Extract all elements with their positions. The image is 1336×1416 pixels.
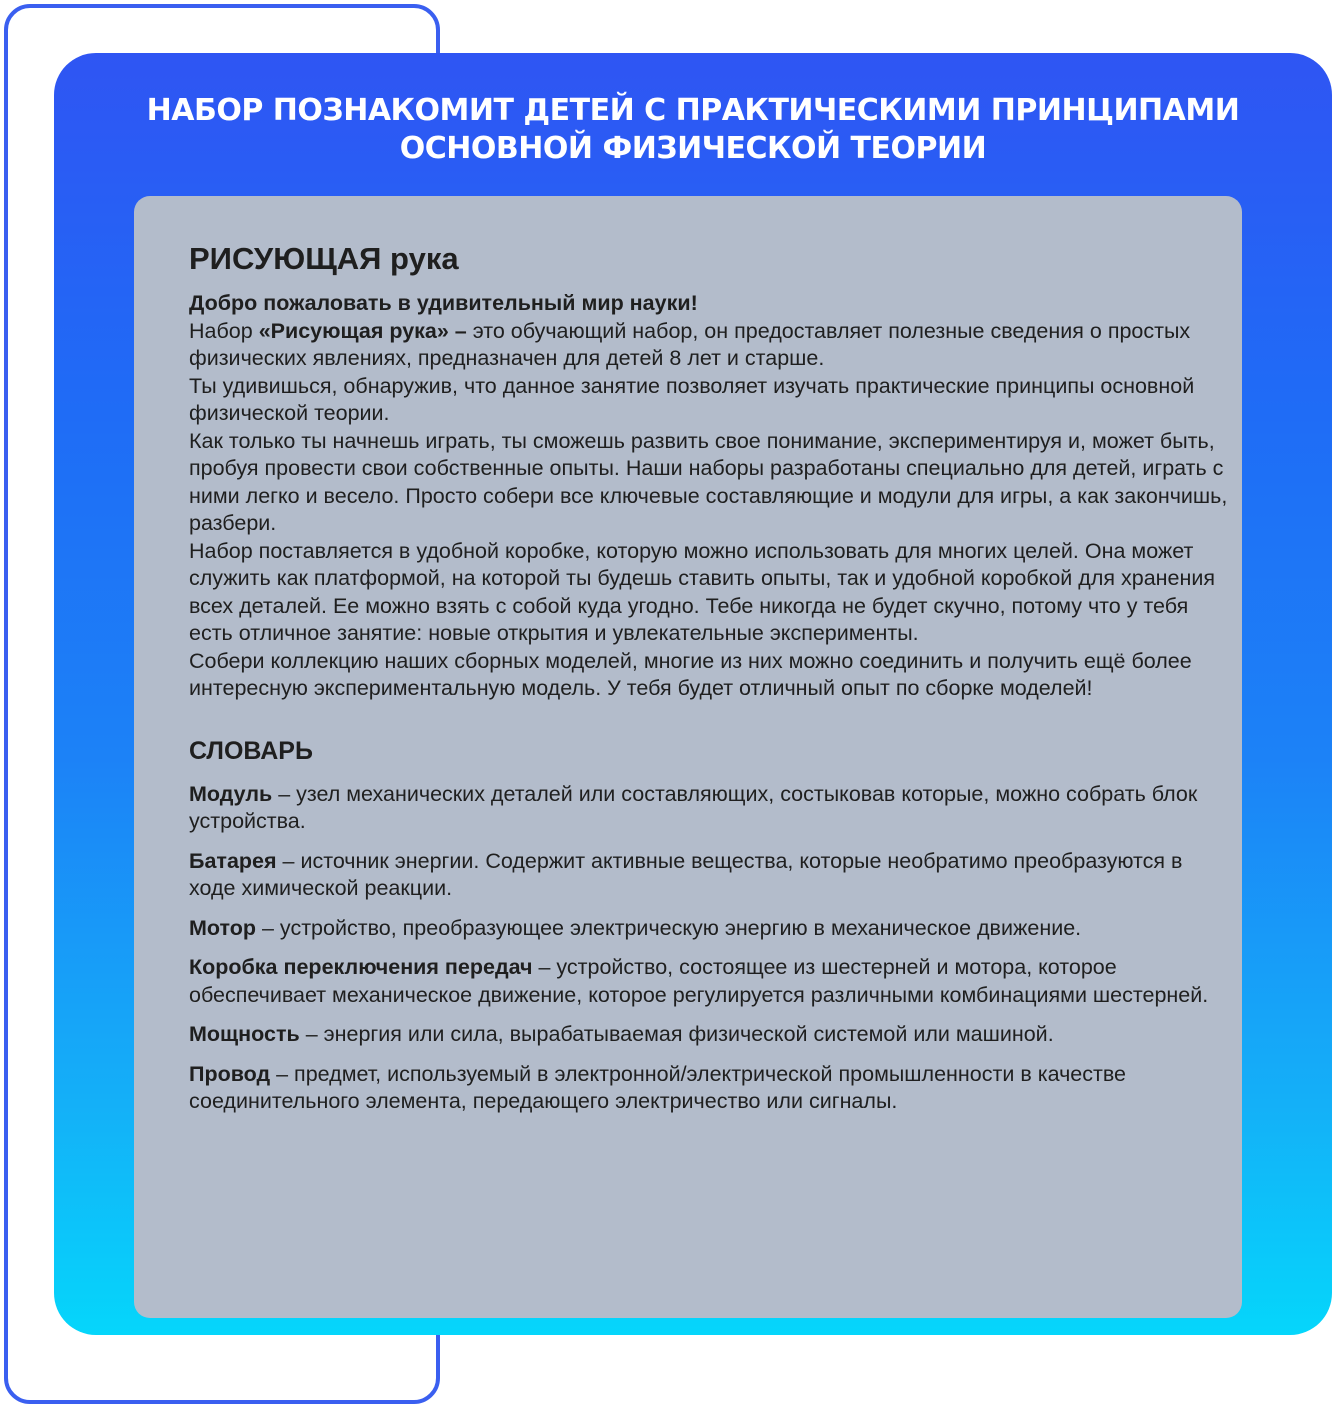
paragraph: Как только ты начнешь играть, ты сможешь развить свое понимание, экспериментируя и, может быть, пробуя провести свои собственные опыты. Наши наборы разработаны специально для детей, играть с ними легко и весело. Просто собери все ключевые составляющие и модули для игры, а как закончишь, разбери. [189, 428, 1228, 535]
dictionary-definition: – устройство, преобразующее электрическую энергию в механическое движение. [256, 915, 1082, 940]
headline-line-2: ОСНОВНОЙ ФИЗИЧЕСКОЙ ТЕОРИИ [399, 131, 987, 166]
welcome-line: Добро пожаловать в удивительный мир науки! [189, 291, 698, 315]
content-text-block [189, 240, 1229, 1128]
dictionary-definition: – узел механических деталей или составляющих, состыковав которые, можно собрать блок устройства. [189, 781, 1198, 833]
dictionary-definition: – устройство, состоящее из шестерней и мотора, которое обеспечивает механическое движение, которое регулируется различными комбинациями шестерней. [189, 955, 1209, 1007]
dictionary-entry [189, 954, 1229, 1009]
intro-paragraph [189, 318, 1229, 373]
paragraph: Собери коллекцию наших сборных моделей, многие из них можно соединить и получить ещё более интересную экспериментальную модель. У тебя будет отличный опыт по сборке моделей! [189, 648, 1192, 700]
dictionary-definition: – источник энергии. Содержит активные вещества, которые необратимо преобразуются в ходе химической реакции. [189, 848, 1183, 900]
dictionary-entry [189, 1021, 1229, 1049]
dictionary-entry [189, 781, 1229, 836]
paragraph: Ты удивишься, обнаружив, что данное занятие позволяет изучать практические принципы основной физической теории. [189, 373, 1195, 425]
dictionary-term: Провод [189, 1061, 271, 1086]
dictionary-entry [189, 1061, 1229, 1116]
paragraph: Набор поставляется в удобной коробке, которую можно использовать для многих целей. Она может служить как платформой, на которой ты будешь ставить опыты, так и удобной коробкой для хранения всех деталей. Ее можно взять с собой куда угодно. Тебе никогда не будет скучно, потому что у тебя есть отличное занятие: новые открытия и увлекательные эксперименты. [189, 538, 1216, 645]
intro-product-name: «Рисующая рука» – [258, 318, 467, 343]
intro-prefix: Набор [189, 318, 259, 343]
dictionary-definition: – энергия или сила, вырабатываемая физической системой или машиной. [299, 1022, 1054, 1046]
dictionary-term: Мотор [189, 915, 257, 940]
headline [54, 92, 1332, 168]
intro-rest: это обучающий набор, он предоставляет полезные сведения о простых физических явлениях, предназначен для детей 8 лет и старше. [189, 318, 1191, 370]
dictionary-entry [189, 848, 1229, 903]
dictionary-term: Коробка переключения передач [189, 955, 533, 979]
dictionary-term: Мощность [189, 1022, 300, 1046]
dictionary-term: Модуль [189, 781, 273, 806]
headline-line-1: НАБОР ПОЗНАКОМИТ ДЕТЕЙ С ПРАКТИЧЕСКИМИ ПРИНЦИПАМИ [146, 93, 1240, 128]
dictionary-definition: – предмет, используемый в электронной/электрической промышленности в качестве соединительного элемента, передающего электричество или сигналы. [189, 1061, 1126, 1113]
product-title: РИСУЮЩАЯ рука [189, 241, 459, 276]
dictionary-term: Батарея [189, 848, 277, 873]
dictionary-entry [189, 915, 1229, 943]
dictionary-heading: СЛОВАРЬ [189, 736, 313, 765]
